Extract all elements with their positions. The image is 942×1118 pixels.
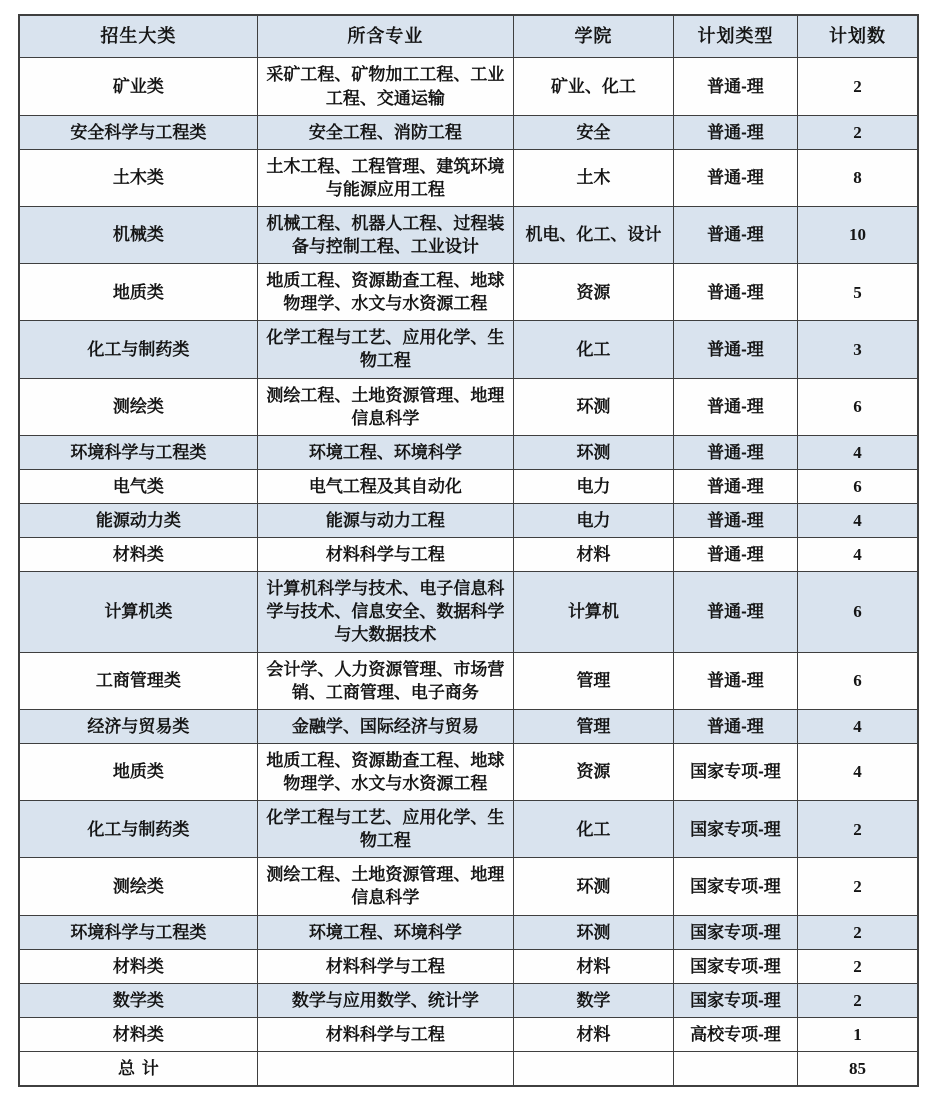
- category-cell: 数学类: [19, 983, 257, 1017]
- plan-type-cell: 普通-理: [673, 504, 797, 538]
- category-cell: 地质类: [19, 743, 257, 800]
- category-cell: 化工与制药类: [19, 801, 257, 858]
- count-cell: 6: [798, 378, 919, 435]
- college-cell: 环测: [513, 915, 673, 949]
- category-cell: 电气类: [19, 469, 257, 503]
- category-cell: 环境科学与工程类: [19, 435, 257, 469]
- plan-type-cell: 高校专项-理: [673, 1017, 797, 1051]
- table-row: [19, 709, 918, 743]
- majors-cell: 测绘工程、土地资源管理、地理信息科学: [257, 858, 513, 915]
- majors-cell: 金融学、国际经济与贸易: [257, 709, 513, 743]
- majors-cell: 化学工程与工艺、应用化学、生物工程: [257, 801, 513, 858]
- category-cell: 材料类: [19, 538, 257, 572]
- category-cell: 矿业类: [19, 58, 257, 115]
- count-cell: 4: [798, 504, 919, 538]
- category-cell: 环境科学与工程类: [19, 915, 257, 949]
- plan-type-cell: [673, 1052, 797, 1087]
- table-row: [19, 378, 918, 435]
- category-cell: 材料类: [19, 949, 257, 983]
- college-cell: [513, 1052, 673, 1087]
- majors-cell: 会计学、人力资源管理、市场营销、工商管理、电子商务: [257, 652, 513, 709]
- count-cell: 10: [798, 206, 919, 263]
- table-row: [19, 983, 918, 1017]
- college-cell: 数学: [513, 983, 673, 1017]
- table-row: [19, 469, 918, 503]
- category-cell: 安全科学与工程类: [19, 115, 257, 149]
- table-row: [19, 504, 918, 538]
- category-cell: 计算机类: [19, 572, 257, 652]
- table-row: [19, 58, 918, 115]
- count-cell: 4: [798, 435, 919, 469]
- plan-type-cell: 普通-理: [673, 206, 797, 263]
- count-cell: 4: [798, 709, 919, 743]
- table-row: [19, 652, 918, 709]
- majors-cell: 环境工程、环境科学: [257, 435, 513, 469]
- table-row: [19, 538, 918, 572]
- majors-cell: [257, 1052, 513, 1087]
- plan-type-cell: 普通-理: [673, 652, 797, 709]
- category-cell: 总计: [19, 1052, 257, 1087]
- college-cell: 机电、化工、设计: [513, 206, 673, 263]
- count-cell: 2: [798, 801, 919, 858]
- category-cell: 机械类: [19, 206, 257, 263]
- majors-cell: 化学工程与工艺、应用化学、生物工程: [257, 321, 513, 378]
- plan-type-cell: 国家专项-理: [673, 858, 797, 915]
- college-cell: 资源: [513, 743, 673, 800]
- count-cell: 4: [798, 538, 919, 572]
- header-category: 招生大类: [19, 15, 257, 58]
- header-majors: 所含专业: [257, 15, 513, 58]
- college-cell: 安全: [513, 115, 673, 149]
- college-cell: 材料: [513, 949, 673, 983]
- plan-type-cell: 普通-理: [673, 435, 797, 469]
- majors-cell: 电气工程及其自动化: [257, 469, 513, 503]
- count-cell: 2: [798, 115, 919, 149]
- table-row: [19, 949, 918, 983]
- count-cell: 2: [798, 949, 919, 983]
- plan-type-cell: 国家专项-理: [673, 915, 797, 949]
- table-row: [19, 572, 918, 652]
- plan-type-cell: 国家专项-理: [673, 801, 797, 858]
- count-cell: 1: [798, 1017, 919, 1051]
- table-row: [19, 149, 918, 206]
- category-cell: 土木类: [19, 149, 257, 206]
- count-cell: 2: [798, 858, 919, 915]
- college-cell: 管理: [513, 652, 673, 709]
- table-row: [19, 435, 918, 469]
- majors-cell: 地质工程、资源勘查工程、地球物理学、水文与水资源工程: [257, 264, 513, 321]
- plan-type-cell: 普通-理: [673, 321, 797, 378]
- count-cell: 5: [798, 264, 919, 321]
- category-cell: 工商管理类: [19, 652, 257, 709]
- count-cell: 8: [798, 149, 919, 206]
- college-cell: 管理: [513, 709, 673, 743]
- plan-type-cell: 国家专项-理: [673, 983, 797, 1017]
- college-cell: 化工: [513, 801, 673, 858]
- college-cell: 化工: [513, 321, 673, 378]
- college-cell: 材料: [513, 1017, 673, 1051]
- plan-type-cell: 普通-理: [673, 469, 797, 503]
- college-cell: 环测: [513, 378, 673, 435]
- count-cell: 3: [798, 321, 919, 378]
- majors-cell: 土木工程、工程管理、建筑环境与能源应用工程: [257, 149, 513, 206]
- majors-cell: 安全工程、消防工程: [257, 115, 513, 149]
- table-row: [19, 264, 918, 321]
- header-college: 学院: [513, 15, 673, 58]
- total-row: [19, 1052, 918, 1087]
- college-cell: 环测: [513, 435, 673, 469]
- table-row: [19, 858, 918, 915]
- majors-cell: 数学与应用数学、统计学: [257, 983, 513, 1017]
- enrollment-plan-table: [18, 14, 919, 1087]
- college-cell: 电力: [513, 469, 673, 503]
- category-cell: 能源动力类: [19, 504, 257, 538]
- majors-cell: 采矿工程、矿物加工工程、工业工程、交通运输: [257, 58, 513, 115]
- count-cell: 2: [798, 983, 919, 1017]
- majors-cell: 地质工程、资源勘查工程、地球物理学、水文与水资源工程: [257, 743, 513, 800]
- count-cell: 2: [798, 58, 919, 115]
- college-cell: 环测: [513, 858, 673, 915]
- category-cell: 测绘类: [19, 378, 257, 435]
- plan-type-cell: 普通-理: [673, 115, 797, 149]
- table-row: [19, 743, 918, 800]
- college-cell: 电力: [513, 504, 673, 538]
- table-row: [19, 915, 918, 949]
- header-plan-type: 计划类型: [673, 15, 797, 58]
- count-cell: 4: [798, 743, 919, 800]
- table-row: [19, 801, 918, 858]
- college-cell: 土木: [513, 149, 673, 206]
- majors-cell: 材料科学与工程: [257, 1017, 513, 1051]
- table-row: [19, 115, 918, 149]
- college-cell: 资源: [513, 264, 673, 321]
- plan-type-cell: 普通-理: [673, 58, 797, 115]
- count-cell: 85: [798, 1052, 919, 1087]
- plan-type-cell: 普通-理: [673, 149, 797, 206]
- category-cell: 测绘类: [19, 858, 257, 915]
- category-cell: 材料类: [19, 1017, 257, 1051]
- category-cell: 化工与制药类: [19, 321, 257, 378]
- header-count: 计划数: [798, 15, 919, 58]
- count-cell: 6: [798, 469, 919, 503]
- count-cell: 6: [798, 652, 919, 709]
- table-row: [19, 1017, 918, 1051]
- plan-type-cell: 普通-理: [673, 709, 797, 743]
- table-header: [19, 15, 918, 58]
- plan-type-cell: 普通-理: [673, 538, 797, 572]
- plan-type-cell: 普通-理: [673, 264, 797, 321]
- majors-cell: 材料科学与工程: [257, 949, 513, 983]
- plan-type-cell: 国家专项-理: [673, 743, 797, 800]
- table-row: [19, 321, 918, 378]
- majors-cell: 测绘工程、土地资源管理、地理信息科学: [257, 378, 513, 435]
- majors-cell: 能源与动力工程: [257, 504, 513, 538]
- majors-cell: 环境工程、环境科学: [257, 915, 513, 949]
- count-cell: 2: [798, 915, 919, 949]
- header-row: [19, 15, 918, 58]
- plan-type-cell: 普通-理: [673, 378, 797, 435]
- table-body: [19, 58, 918, 1086]
- plan-type-cell: 普通-理: [673, 572, 797, 652]
- college-cell: 材料: [513, 538, 673, 572]
- majors-cell: 计算机科学与技术、电子信息科学与技术、信息安全、数据科学与大数据技术: [257, 572, 513, 652]
- plan-type-cell: 国家专项-理: [673, 949, 797, 983]
- majors-cell: 机械工程、机器人工程、过程装备与控制工程、工业设计: [257, 206, 513, 263]
- count-cell: 6: [798, 572, 919, 652]
- category-cell: 地质类: [19, 264, 257, 321]
- college-cell: 计算机: [513, 572, 673, 652]
- table-row: [19, 206, 918, 263]
- college-cell: 矿业、化工: [513, 58, 673, 115]
- majors-cell: 材料科学与工程: [257, 538, 513, 572]
- category-cell: 经济与贸易类: [19, 709, 257, 743]
